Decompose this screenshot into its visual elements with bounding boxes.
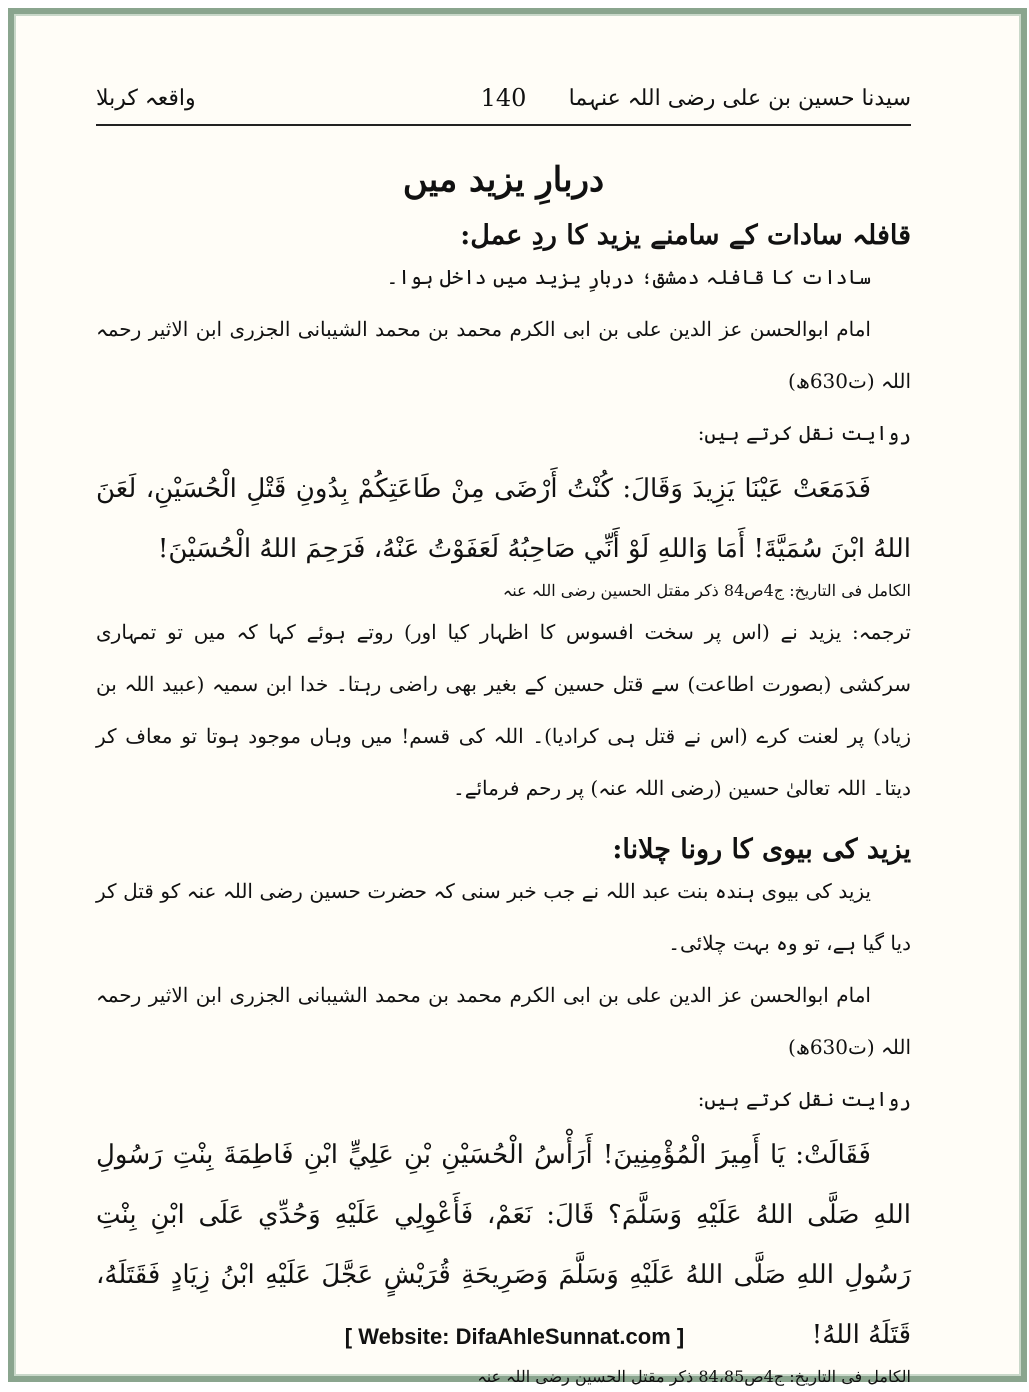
section2-narrates: روایت نقل کرتے ہیں: (697, 1087, 911, 1111)
section-heading-1: قافلہ سادات کے سامنے یزید کا ردِ عمل: (460, 220, 911, 251)
section2-narrator: امام ابوالحسن عز الدین علی بن ابی الکرم محمد بن محمد الشیبانی الجزری ابن الاثیر رحمہ اللہ (ت630ھ) (96, 983, 911, 1059)
header-book-title: سیدنا حسین بن علی رضی اللہ عنہما (568, 86, 911, 111)
chapter-title: دربارِ یزید میں (402, 160, 605, 200)
website-footer: [ Website: DifaAhleSunnat.com ] (344, 1324, 685, 1349)
header-chapter-title: واقعہ کربلا (96, 86, 196, 111)
section1-narrator: امام ابوالحسن عز الدین علی بن ابی الکرم محمد بن محمد الشیبانی الجزری ابن الاثیر رحمہ اللہ (ت630ھ) (96, 317, 911, 393)
page-content (96, 80, 911, 1392)
section1-narrates: روایت نقل کرتے ہیں: (697, 421, 911, 445)
section2-reference: الکامل فی التاریخ: ج4ص84،85 ذکر مقتل الحسین رضی اللہ عنہ (477, 1367, 911, 1386)
section1-reference: الکامل فی التاریخ: ج4ص84 ذکر مقتل الحسین رضی اللہ عنہ (502, 581, 911, 600)
section1-arabic-text: فَدَمَعَتْ عَيْنَا يَزِيدَ وَقَالَ: كُنْتُ أَرْضَى مِنْ طَاعَتِكُمْ بِدُونِ قَتْلِ الْحُسَيْنِ، لَعَنَ اللهُ ابْنَ سُمَيَّةَ! أَمَا وَاللهِ لَوْ أَنِّي صَاحِبُهُ لَعَفَوْتُ عَنْهُ، فَرَحِمَ اللهُ الْحُسَيْنَ! (96, 474, 911, 564)
section-heading-2: یزید کی بیوی کا رونا چلانا: (612, 834, 911, 865)
section1-intro: سادات کا قافلہ دمشق؛ دربارِ یزید میں داخل ہوا۔ (386, 265, 871, 289)
running-header (96, 80, 911, 126)
section1-translation: ترجمہ: یزید نے (اس پر سخت افسوس کا اظہار کیا اور) روتے ہوئے کہا کہ میں تو تمہاری سرکشی (بصورت اطاعت) سے قتل حسین کے بغیر بھی راضی رہتا۔ خدا ابن سمیہ (عبید اللہ بن زیاد) پر لعنت کرے (اس نے قتل ہی کرادیا)۔ اللہ کی قسم! میں وہاں موجود ہوتا تو معاف کر دیتا۔ اللہ تعالیٰ حسین (رضی اللہ عنہ) پر رحم فرمائے۔ (96, 620, 912, 800)
page-number: 140 (480, 84, 527, 112)
section2-arabic-text: فَقَالَتْ: يَا أَمِيرَ الْمُؤْمِنِينَ! أَرَأْسُ الْحُسَيْنِ بْنِ عَلِيٍّ ابْنِ فَاطِمَةَ بِنْتِ رَسُولِ اللهِ صَلَّى اللهُ عَلَيْهِ وَسَلَّمَ؟ قَالَ: نَعَمْ، فَأَعْوِلِي عَلَيْهِ وَحُدِّي عَلَى ابْنِ بِنْتِ رَسُولِ اللهِ صَلَّى اللهُ عَلَيْهِ وَسَلَّمَ وَصَرِيحَةِ قُرَيْشٍ عَجَّلَ عَلَيْهِ ابْنُ زِيَادٍ فَقَتَلَهُ، قَتَلَهُ اللهُ! (96, 1140, 911, 1350)
section2-intro: یزید کی بیوی ہندہ بنت عبد اللہ نے جب خبر سنی کہ حضرت حسین رضی اللہ عنہ کو قتل کر دیا گیا ہے، تو وہ بہت چلائی۔ (96, 879, 911, 955)
